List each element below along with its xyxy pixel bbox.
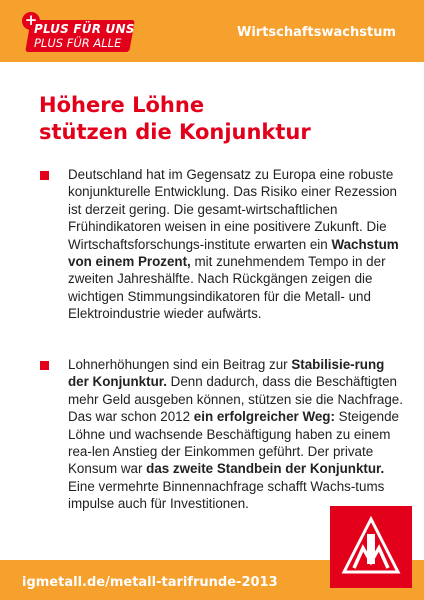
footer-url[interactable]: igmetall.de/metall-tarifrunde-2013 <box>22 575 278 590</box>
paragraph-1 <box>68 166 404 323</box>
paragraph-text: mit zunehmendem Tempo in der zweiten Jahreshälfte. Nach Rückgängen zeigen die wichtigen Stimmungsindikatoren für die Metall- und Elektroindustrie wieder aufwärts. <box>68 254 386 322</box>
headline <box>39 92 311 146</box>
headline-line-1: Höhere Löhne <box>39 93 205 117</box>
plus-icon: + <box>22 12 40 30</box>
section-label: Wirtschaftswachstum <box>237 25 396 40</box>
bullet-icon <box>40 171 49 180</box>
paragraph-emphasis: Stabilisie-rung der Konjunktur. <box>68 357 385 390</box>
paragraph-emphasis: Wachstum von einem Prozent, <box>68 236 399 270</box>
paragraph-text: Steigende Löhne und wachsende Beschäftigung haben zu einem rea-len Anstieg der Einkommen geführt. Der private Konsum war <box>68 409 399 477</box>
paragraph-emphasis: das zweite Standbein der Konjunktur. <box>146 461 385 477</box>
ig-metall-logo <box>330 506 412 588</box>
paragraph-emphasis: ein erfolgreicher Weg: <box>193 409 335 425</box>
paragraph-2 <box>68 356 404 513</box>
campaign-logo <box>22 12 134 54</box>
paragraph-text: Denn dadurch, dass die Beschäftigten mehr Geld ausgeben können, stützen sie die Nachfrage. Das war schon 2012 <box>68 374 403 425</box>
logo-line-1: PLUS FÜR UNS <box>34 22 135 36</box>
logo-line-2: PLUS FÜR ALLE <box>34 36 122 50</box>
headline-line-2: stützen die Konjunktur <box>39 120 311 144</box>
ig-metall-logo-icon <box>330 506 412 588</box>
paragraph-text: Eine vermehrte Binnennachfrage schafft Wachs-tums impulse auch für Investitionen. <box>68 478 385 512</box>
paragraph-text: Lohnerhöhungen sind ein Beitrag zur <box>68 357 292 372</box>
paragraph-text: Deutschland hat im Gegensatz zu Europa eine robuste konjunkturelle Entwicklung. Das Risiko einer Rezession ist derzeit gering. Die gesamt-wirtschaftlichen Frühindikatoren weisen in eine positivere Zukunft. Die Wirtschaftsforschungs-institute erwarten ein <box>68 167 397 252</box>
bullet-icon <box>40 361 49 370</box>
